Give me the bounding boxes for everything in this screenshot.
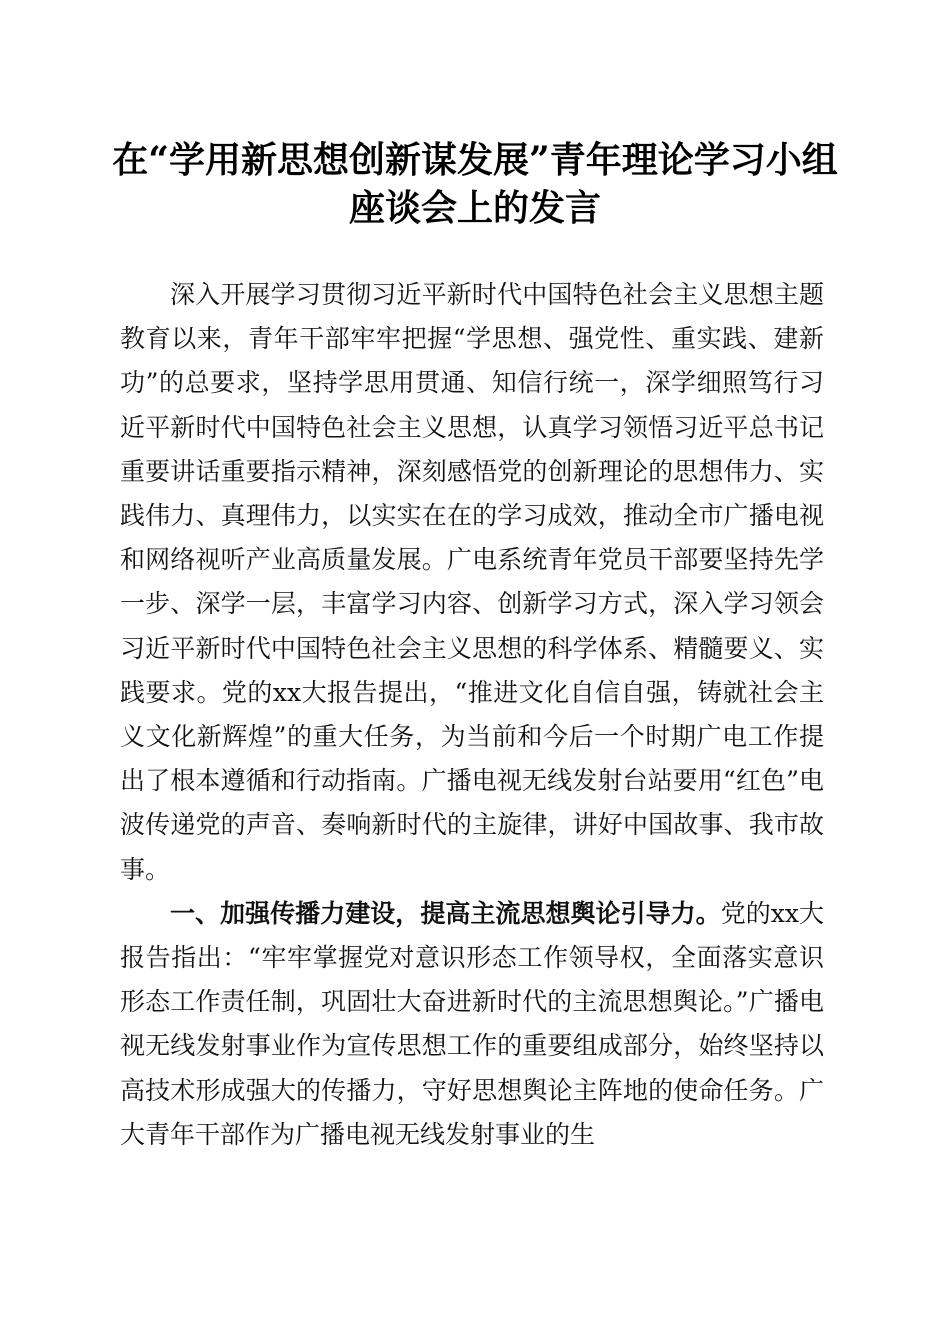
document-title: 在“学用新思想创新谋发展”青年理论学习小组座谈会上的发言 <box>112 139 838 229</box>
paragraph-section-1 <box>120 892 824 1157</box>
paragraph-intro-text: 深入开展学习贯彻习近平新时代中国特色社会主义思想主题教育以来，青年干部牢牢把握“学思想、强党性、重实践、建新功”的总要求，坚持学思用贯通、知信行统一，深学细照笃行习近平新时代中国特色社会主义思想，认真学习领悟习近平总书记重要讲话重要指示精神，深刻感悟党的创新理论的思想伟力、实践伟力、真理伟力，以实实在在的学习成效，推动全市广播电视和网络视听产业高质量发展。广电系统青年党员干部要坚持先学一步、深学一层，丰富学习内容、创新学习方式，深入学习领会习近平新时代中国特色社会主义思想的科学体系、精髓要义、实践要求。党的xx大报告提出，“推进文化自信自强，铸就社会主义文化新辉煌”的重大任务，为当前和今后一个时期广电工作提出了根本遵循和行动指南。广播电视无线发射台站要用“红色”电波传递党的声音、奏响新时代的主旋律，讲好中国故事、我市故事。 <box>120 280 824 884</box>
section-1-heading: 一、加强传播力建设，提高主流思想舆论引导力。 <box>170 898 721 928</box>
section-1-text: 党的xx大报告指出：“牢牢掌握党对意识形态工作领导权，全面落实意识形态工作责任制，巩固壮大奋进新时代的主流思想舆论。”广播电视无线发射事业作为宣传思想工作的重要组成部分，始终坚持以高技术形成强大的传播力，守好思想舆论主阵地的使命任务。广大青年干部作为广播电视无线发射事业的生 <box>120 898 824 1149</box>
document-body <box>120 273 824 1157</box>
paragraph-intro <box>120 273 824 892</box>
